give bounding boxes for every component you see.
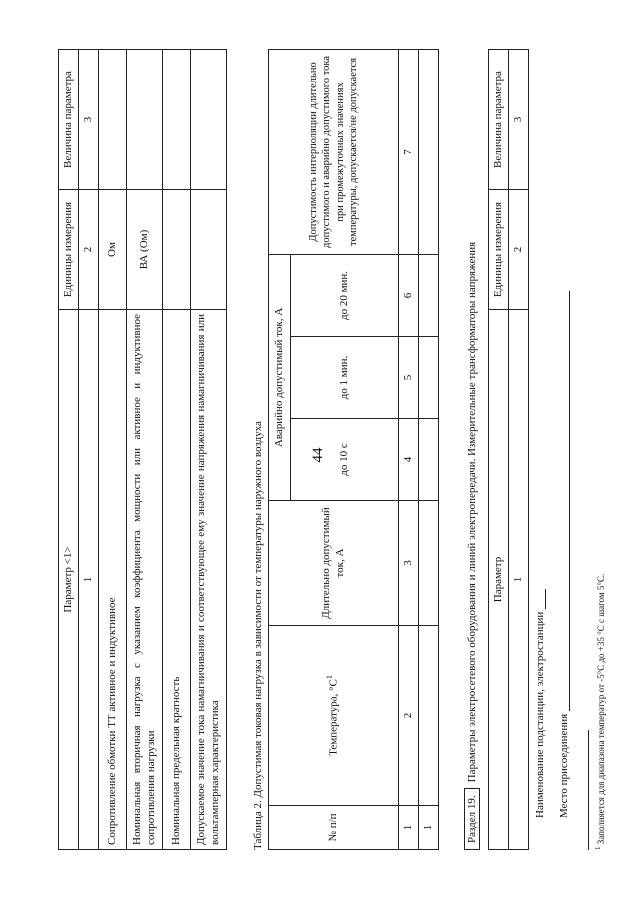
value-cell[interactable] bbox=[191, 50, 227, 190]
param-cell: Допускаемое значение тока намагничивания и соответствующее ему значение напряжения намагничивания или вольтамперная характеристика bbox=[191, 310, 227, 850]
header-value: Величина параметра bbox=[489, 50, 509, 190]
row-number: 1 bbox=[419, 806, 439, 850]
table-row bbox=[163, 50, 191, 850]
col-number: 4 bbox=[399, 419, 419, 501]
col-number: 2 bbox=[399, 626, 419, 806]
param-cell: Сопротивление обмотки ТТ активное и индуктивное bbox=[99, 310, 127, 850]
col-number: 3 bbox=[79, 50, 99, 190]
value-cell[interactable] bbox=[127, 50, 163, 190]
value-cell[interactable] bbox=[163, 50, 191, 190]
header-parameter: Параметр bbox=[489, 310, 509, 850]
header-temperature: Температура, $^\circ С^1$ bbox=[269, 626, 399, 806]
header-emergency-current: Аварийно допустимый ток, А bbox=[269, 254, 291, 500]
section-title: Параметры электросетевого оборудования и линий электропередачи. Измерительные трансформаторы напряжения bbox=[466, 241, 478, 783]
value-cell[interactable] bbox=[99, 50, 127, 190]
param-cell: Номинальная предельная кратность bbox=[163, 310, 191, 850]
header-10s: до 10 с bbox=[291, 419, 399, 501]
substation-name-label: Наименование подстанции, электростанции bbox=[534, 611, 546, 818]
substation-name-field[interactable] bbox=[534, 589, 546, 818]
col-number: 7 bbox=[399, 49, 419, 254]
header-long-term-current: Длительно допустимый ток, А bbox=[269, 501, 399, 626]
table-row bbox=[99, 50, 127, 850]
unit-cell bbox=[191, 190, 227, 310]
header-unit: Единицы измерения bbox=[489, 190, 509, 310]
section-heading bbox=[464, 242, 480, 850]
header-1min: до 1 мин. bbox=[291, 337, 399, 419]
rotated-page-content bbox=[40, 40, 620, 860]
col-number: 1 bbox=[509, 310, 529, 850]
col-number: 1 bbox=[399, 806, 419, 850]
col-number: 5 bbox=[399, 337, 419, 419]
param-cell: Номинальная вторичная нагрузка с указанием коэффициента мощности или активное и индуктивное сопротивления нагрузки bbox=[127, 310, 163, 850]
footnote-rule bbox=[588, 730, 589, 850]
header-parameter: Параметр <1> bbox=[59, 310, 79, 850]
header-unit: Единицы измерения bbox=[59, 190, 79, 310]
table-row bbox=[419, 49, 439, 849]
connection-place-field[interactable] bbox=[558, 291, 570, 818]
col-number: 3 bbox=[509, 50, 529, 190]
table-ct-parameters bbox=[58, 49, 227, 850]
col-number: 1 bbox=[79, 310, 99, 850]
table-row bbox=[191, 50, 227, 850]
unit-cell: ВА (Ом) bbox=[127, 190, 163, 310]
interpolation-cell[interactable] bbox=[419, 49, 439, 254]
unit-cell bbox=[163, 190, 191, 310]
connection-place-label: Место присоединения bbox=[558, 713, 570, 818]
header-interpolation: Допустимость интерполяции длительно допустимого и аварийно допустимого тока при промежуточных значениях температуры, допускается/не допускается bbox=[269, 49, 399, 254]
current-1min-cell[interactable] bbox=[419, 337, 439, 419]
section-label: Раздел 19. bbox=[464, 788, 480, 850]
current-10s-cell[interactable] bbox=[419, 419, 439, 501]
temperature-cell[interactable] bbox=[419, 626, 439, 806]
header-number: № п/п bbox=[269, 806, 399, 850]
table-vt-parameters bbox=[488, 49, 529, 850]
long-term-current-cell[interactable] bbox=[419, 501, 439, 626]
header-value: Величина параметра bbox=[59, 50, 79, 190]
table-row bbox=[127, 50, 163, 850]
col-number: 2 bbox=[79, 190, 99, 310]
header-20min: до 20 мин. bbox=[291, 254, 399, 336]
current-20min-cell[interactable] bbox=[419, 254, 439, 336]
footnote: $^1$ Заполняется для диапазона температур от -5°С до +35 °С с шагом 5°С. bbox=[594, 573, 606, 850]
page-number: 44 bbox=[310, 447, 326, 463]
table-current-load bbox=[268, 49, 439, 850]
col-number: 6 bbox=[399, 254, 419, 336]
col-number: 2 bbox=[509, 190, 529, 310]
col-number: 3 bbox=[399, 501, 419, 626]
table2-caption: Таблица 2. Допустимая токовая нагрузка в зависимости от температуры наружного воздуха bbox=[252, 421, 264, 850]
unit-cell: Ом bbox=[99, 190, 127, 310]
